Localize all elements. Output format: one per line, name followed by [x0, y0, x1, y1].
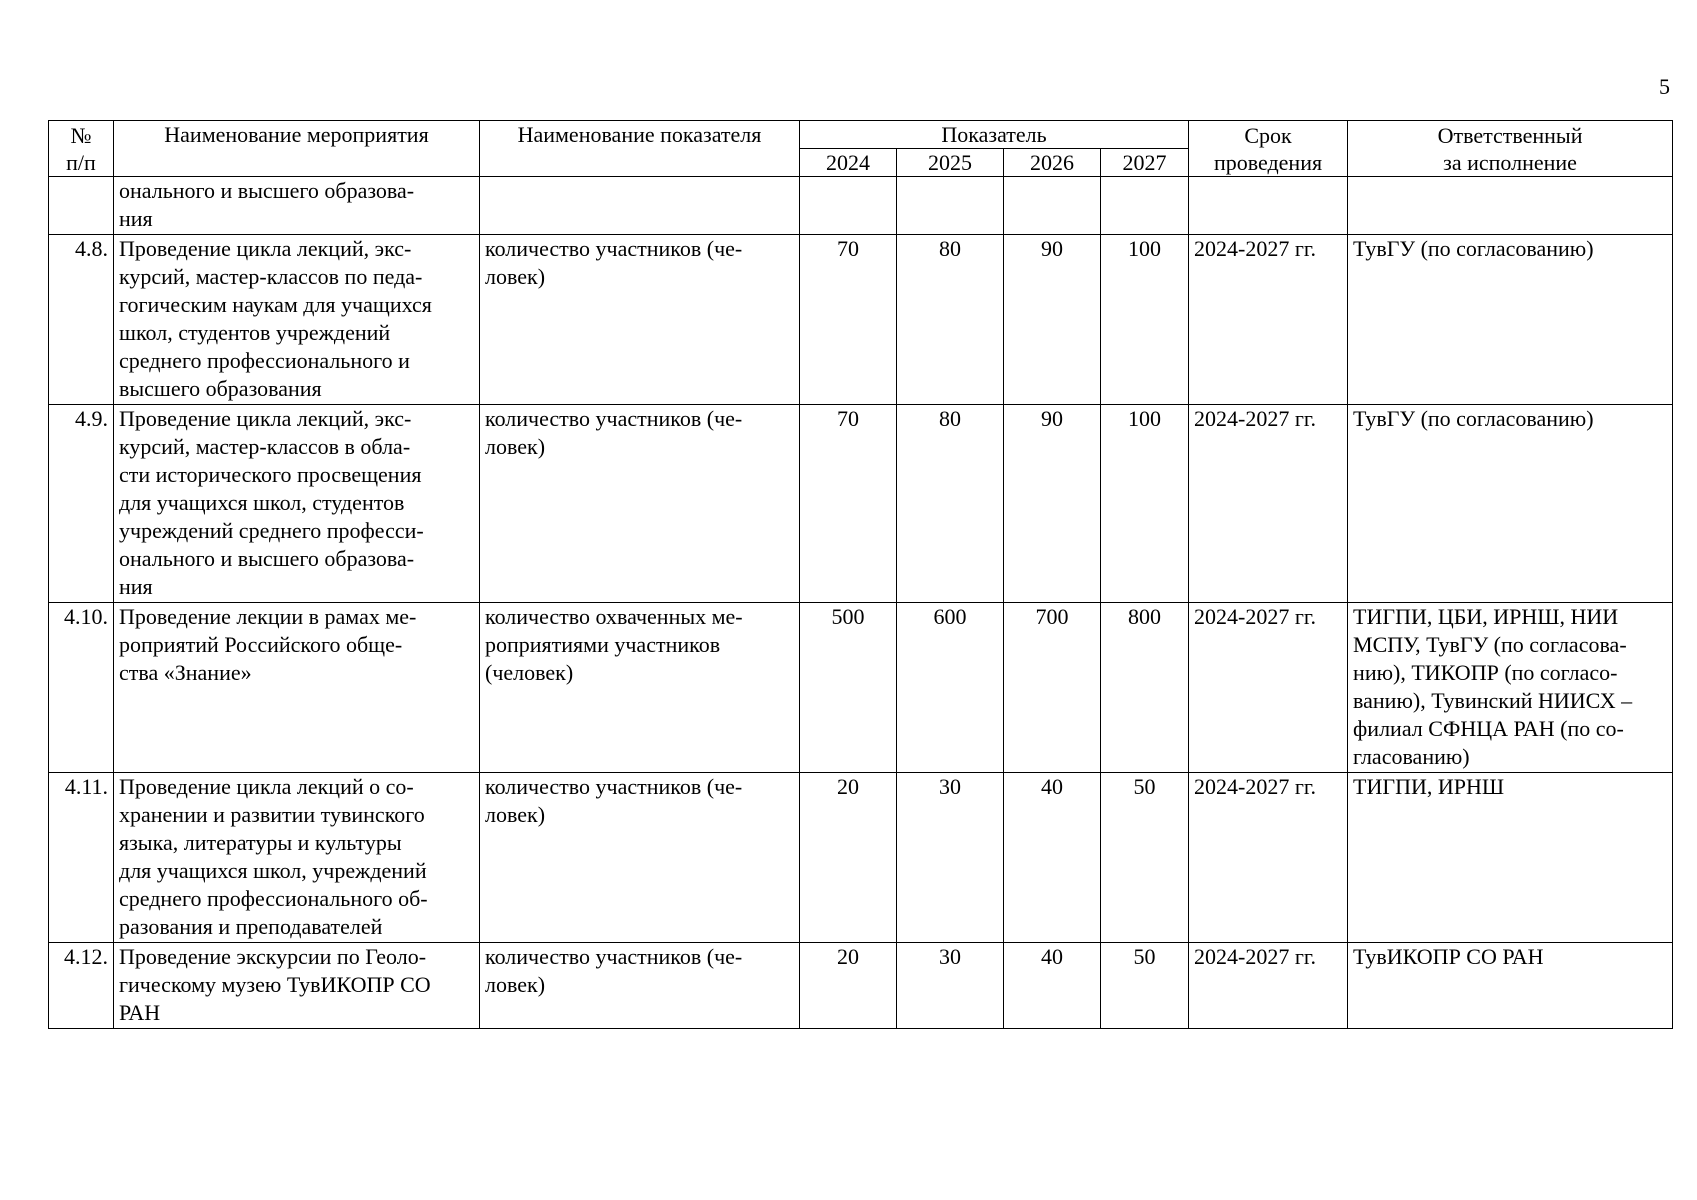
header-year: 2027	[1101, 149, 1189, 177]
row-value: 90	[1004, 405, 1101, 603]
row-responsible: ТИГПИ, ИРНШ	[1348, 773, 1673, 943]
table-row	[49, 405, 1673, 603]
row-value: 40	[1004, 943, 1101, 1029]
header-year: 2025	[897, 149, 1004, 177]
row-responsible: ТувГУ (по согласованию)	[1348, 235, 1673, 405]
row-event: Проведение лекции в рамах ме- роприятий Российского обще- ства «Знание»	[114, 603, 480, 773]
table-row	[49, 773, 1673, 943]
row-num: 4.12.	[49, 943, 114, 1029]
row-indicator: количество участников (че- ловек)	[480, 235, 800, 405]
row-indicator	[480, 177, 800, 235]
row-value: 20	[800, 943, 897, 1029]
row-term: 2024-2027 гг.	[1189, 235, 1348, 405]
header-num: № п/п	[49, 121, 114, 177]
row-responsible: ТувИКОПР СО РАН	[1348, 943, 1673, 1029]
header-indicator: Показатель	[800, 121, 1189, 149]
row-num: 4.11.	[49, 773, 114, 943]
page-number: 5	[1659, 74, 1670, 99]
row-value: 80	[897, 405, 1004, 603]
row-num: 4.10.	[49, 603, 114, 773]
header-term: Срок проведения	[1189, 121, 1348, 177]
row-value: 500	[800, 603, 897, 773]
row-event: Проведение экскурсии по Геоло- гическому музею ТувИКОПР СО РАН	[114, 943, 480, 1029]
row-value: 70	[800, 235, 897, 405]
row-value: 800	[1101, 603, 1189, 773]
table-row	[49, 235, 1673, 405]
row-value: 20	[800, 773, 897, 943]
row-indicator: количество участников (че- ловек)	[480, 405, 800, 603]
row-term: 2024-2027 гг.	[1189, 943, 1348, 1029]
row-value: 100	[1101, 405, 1189, 603]
row-term: 2024-2027 гг.	[1189, 773, 1348, 943]
row-value	[1101, 177, 1189, 235]
table-row	[49, 177, 1673, 235]
header-year: 2024	[800, 149, 897, 177]
row-value: 100	[1101, 235, 1189, 405]
row-value	[800, 177, 897, 235]
header-indicator-name: Наименование показателя	[480, 121, 800, 177]
row-value: 30	[897, 773, 1004, 943]
row-responsible: ТИГПИ, ЦБИ, ИРНШ, НИИ МСПУ, ТувГУ (по согласова- нию), ТИКОПР (по согласо- ванию), Тувинский НИИСХ – филиал СФНЦА РАН (по со- гласованию)	[1348, 603, 1673, 773]
row-indicator: количество участников (че- ловек)	[480, 773, 800, 943]
row-value	[1004, 177, 1101, 235]
row-value: 30	[897, 943, 1004, 1029]
row-event: Проведение цикла лекций, экс- курсий, мастер-классов по педа- гогическим наукам для учащихся школ, студентов учреждений среднего профессионального и высшего образования	[114, 235, 480, 405]
table-row	[49, 943, 1673, 1029]
row-num: 4.8.	[49, 235, 114, 405]
row-indicator: количество участников (че- ловек)	[480, 943, 800, 1029]
table-row	[49, 603, 1673, 773]
row-value: 50	[1101, 943, 1189, 1029]
events-table	[48, 120, 1673, 1029]
row-value: 700	[1004, 603, 1101, 773]
header-responsible: Ответственный за исполнение	[1348, 121, 1673, 177]
header-row-1	[49, 121, 1673, 149]
header-year: 2026	[1004, 149, 1101, 177]
row-value: 80	[897, 235, 1004, 405]
row-value: 600	[897, 603, 1004, 773]
row-indicator: количество охваченных ме- роприятиями участников (человек)	[480, 603, 800, 773]
row-num: 4.9.	[49, 405, 114, 603]
row-value: 40	[1004, 773, 1101, 943]
row-num	[49, 177, 114, 235]
header-event-name: Наименование мероприятия	[114, 121, 480, 177]
row-event: Проведение цикла лекций о со- хранении и развитии тувинского языка, литературы и культуры для учащихся школ, учреждений среднего профессионального об- разования и преподавателей	[114, 773, 480, 943]
row-event: онального и высшего образова- ния	[114, 177, 480, 235]
row-value: 90	[1004, 235, 1101, 405]
row-term: 2024-2027 гг.	[1189, 405, 1348, 603]
row-value: 70	[800, 405, 897, 603]
row-term: 2024-2027 гг.	[1189, 603, 1348, 773]
row-value	[897, 177, 1004, 235]
row-event: Проведение цикла лекций, экс- курсий, мастер-классов в обла- сти исторического просвещения для учащихся школ, студентов учреждений среднего професси- онального и высшего образова- ния	[114, 405, 480, 603]
row-responsible	[1348, 177, 1673, 235]
row-term	[1189, 177, 1348, 235]
row-responsible: ТувГУ (по согласованию)	[1348, 405, 1673, 603]
row-value: 50	[1101, 773, 1189, 943]
